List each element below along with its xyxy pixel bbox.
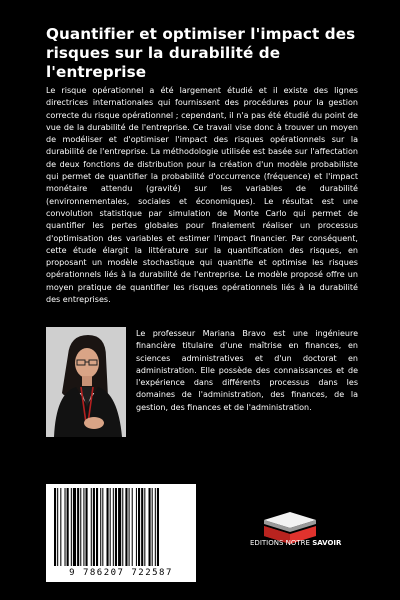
barcode-bar (57, 488, 58, 566)
barcode-bar (113, 488, 114, 566)
barcode-bar (83, 488, 84, 566)
barcode-bar (54, 488, 56, 566)
barcode-bar (102, 488, 103, 566)
book-title: Quantifier et optimiser l'impact des risques sur la durabilité de l'entreprise (46, 25, 356, 81)
barcode-bar (155, 488, 156, 566)
barcode-bar (100, 488, 101, 566)
barcode-bar (86, 488, 88, 566)
barcode-bar (152, 488, 153, 566)
barcode-bar (141, 488, 143, 566)
publisher-name (250, 539, 342, 547)
barcode-bar (136, 488, 137, 566)
publisher-logo (250, 496, 330, 556)
barcode-bar (107, 488, 109, 566)
isbn-barcode (46, 484, 196, 582)
barcode-bar (73, 488, 76, 566)
barcode-bar (65, 488, 66, 566)
publisher-prefix: EDITIONS NOTRE (250, 539, 310, 547)
barcode-bar (129, 488, 130, 566)
barcode-bar (132, 488, 133, 566)
barcode-bar (125, 488, 127, 566)
barcode-bar (144, 488, 145, 566)
barcode-bar (110, 488, 111, 566)
author-bio: Le professeur Mariana Bravo est une ingénieure financière titulaire d'une maîtrise en finances, en sciences administratives et d'un doctorat en administration. Elle possède des connaissances et de l'expérience dans différents processus dans les domaines de l'administration, des finances, de la gestion, des finances et de l'administration. (136, 329, 358, 412)
barcode-bar (91, 488, 92, 566)
publisher-brand: SAVOIR (312, 539, 342, 547)
barcode-bar (71, 488, 72, 566)
barcode-bar (80, 488, 81, 566)
barcode-bar (60, 488, 61, 566)
abstract-text: Le risque opérationnel a été largement étudié et il existe des lignes directrices internationales qui fournissent des procédures pour la gestion correcte du risque opérationnel ; cependant, il n'a pas été étudié du point de vue de la durabilité de l'entreprise. Ce travail vise donc à trouver un moyen de modéliser et d'optimiser l'impact des risques opérationnels sur la durabilité de l'entreprise. La méthodologie utilisée est basée sur l'affectation de deux fonctions de distribution pour la création d'un modèle probabiliste qui permet de quantifier la probabilité d'occurrence (fréquence) et l'impact monétaire attendu (gravité) sur les variables de durabilité (environnementales, sociales et économiques). Le résultat est une convolution statistique par simulation de Monte Carlo qui permet de quantifier les pertes globales pour finalement réaliser un processus d'optimisation des variables et estimer l'impact financier. Par conséquent, cette étude élargit la littérature sur la quantification des risques, en proposant un modèle stochastique qui quantifie et optimise les risques opérationnels liés à la durabilité de l'entreprise. Le modèle proposé offre un moyen pratique de quantifier les risques opérationnels liés à la durabilité des entreprises. (46, 86, 358, 305)
barcode-bar (149, 488, 151, 566)
isbn-digits: 9 786207 722587 (69, 568, 173, 578)
author-photo (46, 327, 126, 437)
barcode-bar (157, 488, 159, 566)
barcode-bar (122, 488, 123, 566)
barcode-bar (118, 488, 121, 566)
barcode-bar (138, 488, 140, 566)
barcode-bar (96, 488, 98, 566)
barcode-bar (77, 488, 79, 566)
barcode-bar (67, 488, 69, 566)
barcode-bar (93, 488, 95, 566)
barcode-bar (115, 488, 117, 566)
